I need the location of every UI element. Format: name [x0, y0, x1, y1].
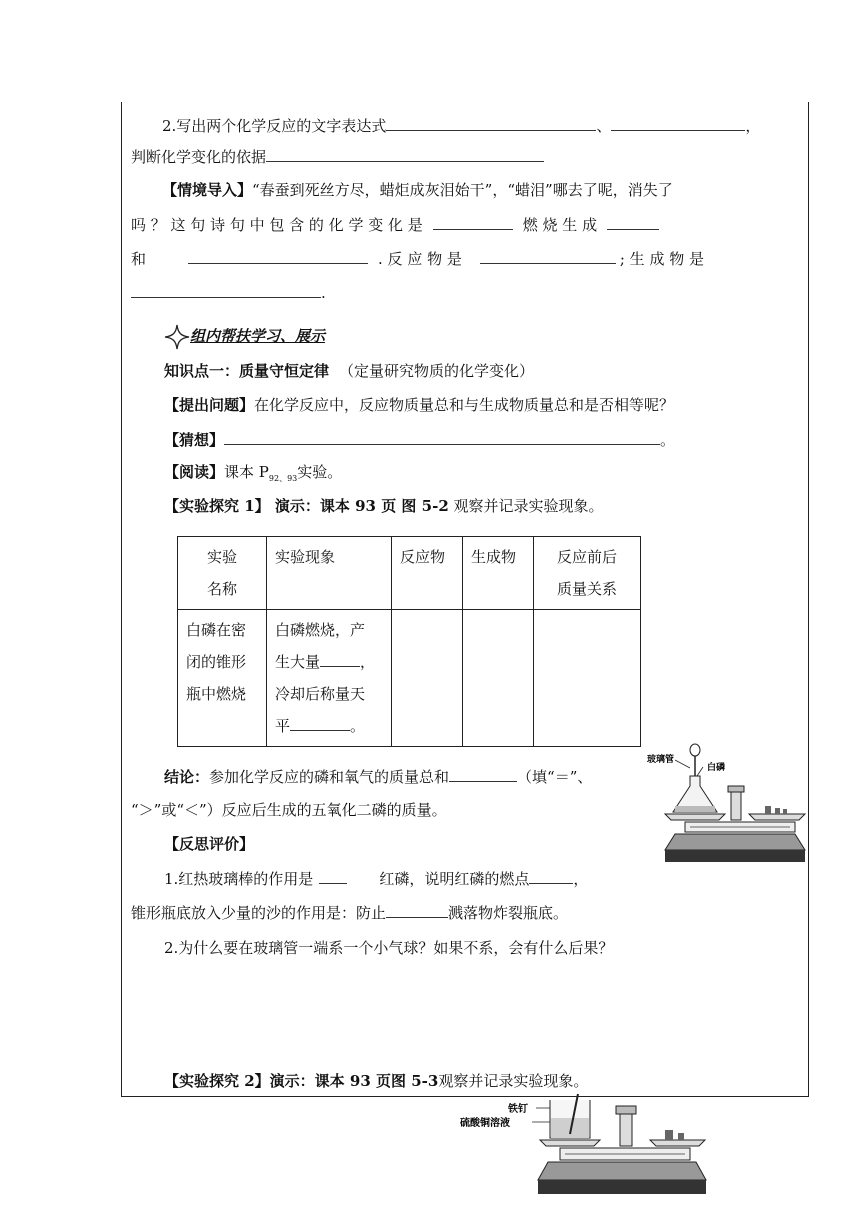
cell-product[interactable] [463, 610, 534, 747]
blank[interactable] [266, 146, 544, 162]
section-title: 组内帮扶学习、展示 [190, 327, 326, 345]
blank[interactable] [611, 115, 745, 131]
q2-line2 [131, 146, 544, 167]
cell-line [275, 710, 383, 742]
k1-label: 知识点一：质量守恒定律 [164, 362, 330, 380]
k1-note: （定量研究物质的化学变化） [339, 362, 535, 380]
cell-line [275, 646, 383, 678]
guess-blank[interactable] [224, 429, 660, 445]
cell-line: 冷却后称量天 [275, 685, 366, 703]
cell-line: 白磷燃烧，产 [275, 621, 366, 639]
read [164, 462, 342, 489]
blank[interactable] [319, 868, 347, 884]
cell-text: 。 [350, 717, 366, 735]
situation-text: ; 生 成 物 是 [619, 250, 704, 268]
r1-text: 溅落物炸裂瓶底。 [448, 904, 569, 922]
label-tube: 玻璃管 [647, 755, 675, 765]
sparkle-icon [164, 324, 190, 350]
situation-label: 【情境导入】 [162, 181, 253, 199]
reflect-heading [164, 834, 254, 854]
reflect-label: 【反思评价】 [164, 835, 255, 853]
knowledge-point [164, 361, 534, 381]
cell-line: 瓶中燃烧 [186, 685, 247, 703]
situation-text: 吗 ？ 这 句 诗 句 中 包 含 的 化 学 变 化 是 [131, 216, 423, 234]
cell-line: 白磷在密 [186, 621, 247, 639]
cell-name [178, 610, 267, 747]
blank[interactable] [529, 868, 573, 884]
conclusion-line1 [164, 766, 592, 787]
cell-reactant[interactable] [392, 610, 463, 747]
conclusion-line2 [131, 800, 447, 820]
situation-text: . 反 应 物 是 [378, 250, 462, 268]
blank[interactable] [386, 115, 596, 131]
situation-line4 [131, 282, 326, 303]
r2-text: 2.为什么要在玻璃管一端系一个小气球？如果不系，会有什么后果？ [164, 939, 614, 957]
balance-beaker-illustration [460, 1090, 710, 1210]
situation-text: 燃 烧 生 成 [522, 216, 598, 234]
exp1-demo: 演示：课本 93 页 图 5-2 [269, 497, 449, 515]
conclusion-text: 参加化学反应的磷和氧气的质量总和 [209, 768, 450, 786]
header-product: 生成物 [463, 537, 534, 610]
blank[interactable] [188, 248, 368, 264]
label-nail: 铁钉 [508, 1104, 528, 1115]
exp2-text: 观察并记录实验现象。 [438, 1072, 589, 1090]
situation-line1 [162, 180, 673, 200]
conclusion-label: 结论： [164, 768, 210, 786]
header-phenomenon: 实验现象 [267, 537, 392, 610]
section-header [164, 324, 325, 350]
read-post: 实验。 [297, 463, 343, 481]
experiment-2 [164, 1071, 588, 1091]
balance-flask-illustration [645, 740, 810, 875]
q2-basis: 判断化学变化的依据 [131, 148, 267, 166]
cell-mass[interactable] [534, 610, 641, 747]
q2-text: 2.写出两个化学反应的文字表达式 [162, 117, 387, 135]
exp1-label: 【实验探究 1】 [164, 497, 270, 515]
r1-text: 锥形瓶底放入少量的沙的作用是：防止 [131, 904, 387, 922]
exp2-demo: 演示：课本 93 页图 5-3 [269, 1072, 439, 1090]
cell-text: ， [360, 653, 376, 671]
read-label: 【阅读】 [164, 463, 225, 481]
header-reactant: 反应物 [392, 537, 463, 610]
read-sub: 92、93 [268, 474, 298, 483]
exp2-label: 【实验探究 2】 [164, 1072, 270, 1090]
reflect-q2 [164, 938, 613, 958]
experiment-1 [164, 496, 604, 516]
question-label: 【提出问题】 [164, 396, 255, 414]
reflect-q1-line2 [131, 902, 568, 923]
balance-flask-figure [645, 740, 810, 875]
cell-line: 闭的锥形 [186, 653, 247, 671]
situation-end: . [321, 284, 326, 302]
cell-phenomenon [267, 610, 392, 747]
blank[interactable] [433, 214, 513, 230]
q2-sep: 、 [596, 117, 612, 135]
r1-text: 红磷，说明红磷的燃点 [379, 870, 530, 888]
reflect-q1-line1 [164, 868, 588, 889]
experiment-table [177, 536, 641, 747]
table-row [178, 610, 641, 747]
cell-text: 平 [275, 717, 291, 735]
q2-end: ， [745, 117, 761, 135]
conclusion-text: “＞”或“＜”）反应后生成的五氧化二磷的质量。 [131, 801, 447, 819]
guess-label: 【猜想】 [164, 431, 225, 449]
situation-line2 [131, 214, 659, 235]
cell-text: 生大量 [275, 653, 321, 671]
conclusion-text: （填“＝”、 [517, 768, 593, 786]
r1-text: ， [573, 870, 589, 888]
blank[interactable] [607, 214, 659, 230]
blank[interactable] [131, 282, 321, 298]
question-text: 在化学反应中，反应物质量总和与生成物质量总和是否相等呢？ [254, 396, 675, 414]
read-pre: 课本 P [224, 463, 269, 481]
label-solution: 硫酸铜溶液 [460, 1118, 510, 1129]
situation-text: 和 [131, 250, 147, 268]
guess-end: 。 [660, 431, 676, 449]
blank[interactable] [449, 766, 517, 782]
guess [164, 429, 675, 450]
label-phosphorus: 白磷 [707, 763, 726, 773]
r1-text: 1.红热玻璃棒的作用是 [164, 870, 314, 888]
question [164, 395, 674, 415]
header-name: 实验 名称 [178, 537, 267, 610]
table-header-row [178, 537, 641, 610]
balance-beaker-figure [460, 1090, 710, 1210]
exp1-text: 观察并记录实验现象。 [448, 497, 604, 515]
blank[interactable] [480, 248, 616, 264]
header-mass: 反应前后 质量关系 [534, 537, 641, 610]
blank[interactable] [290, 715, 350, 731]
q2-line1 [162, 115, 760, 136]
blank[interactable] [320, 651, 360, 667]
situation-text: “春蚕到死丝方尽，蜡炬成灰泪始干”，“蜡泪”哪去了呢，消失了 [252, 181, 673, 199]
blank[interactable] [386, 902, 448, 918]
situation-line3 [131, 248, 704, 269]
